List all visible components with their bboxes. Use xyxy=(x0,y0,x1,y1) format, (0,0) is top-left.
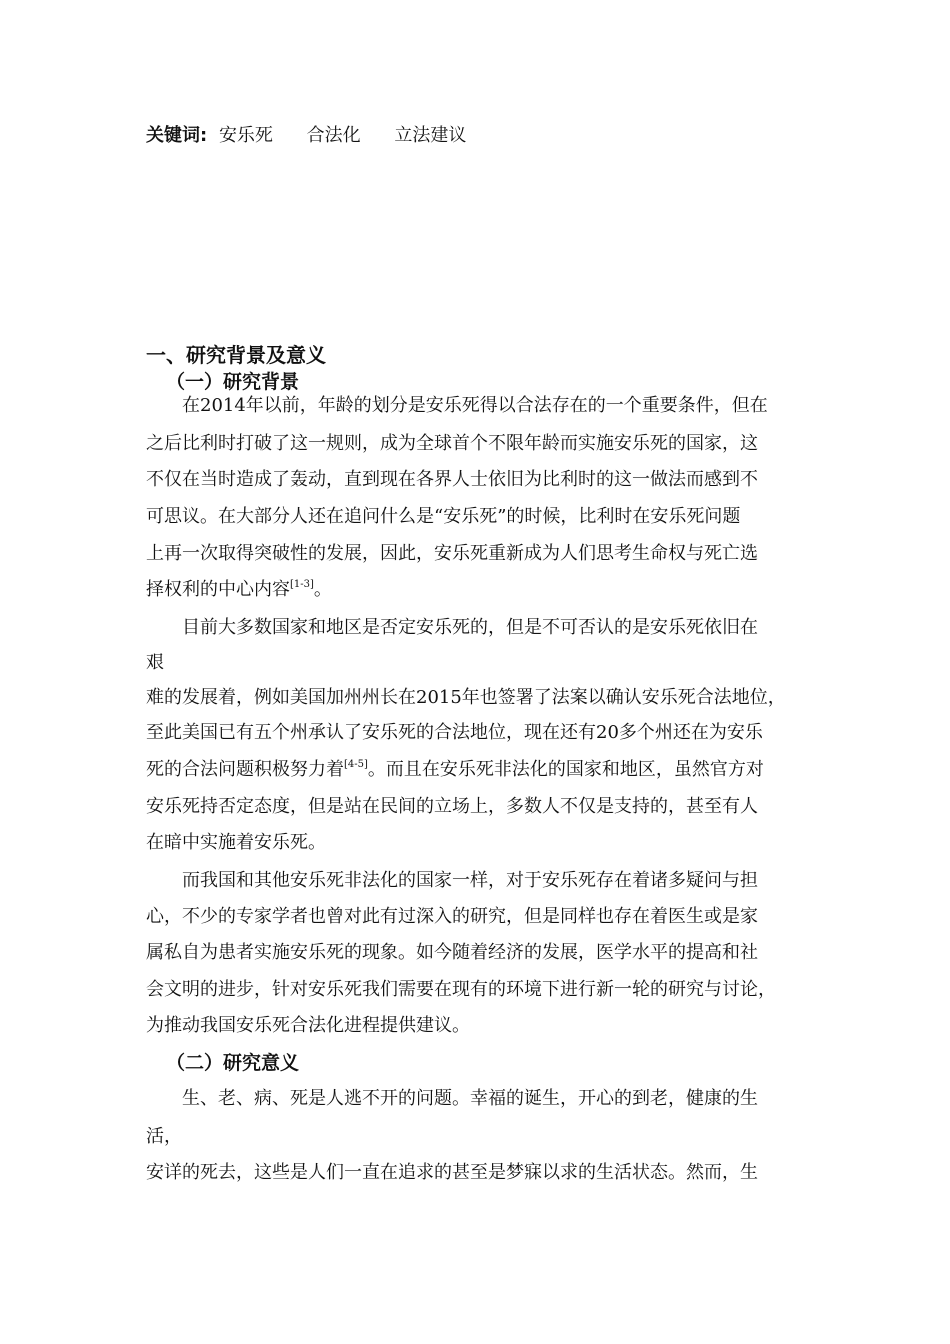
paragraph-line: 安乐死持否定态度，但是站在民间的立场上，多数人不仅是支持的，甚至有人 xyxy=(146,796,758,817)
keyword-item: 合法化 xyxy=(306,125,361,146)
paragraph-line: 会文明的进步，针对安乐死我们需要在现有的环境下进行新一轮的研究与讨论， xyxy=(146,979,776,1000)
paragraph-line: 在暗中实施着安乐死。 xyxy=(146,832,326,853)
paragraph-line xyxy=(146,578,816,602)
keyword-item: 安乐死 xyxy=(218,125,273,146)
paragraph-line: 艰 xyxy=(146,652,164,673)
paragraph-line: 之后比利时打破了这一规则，成为全球首个不限年龄而实施安乐死的国家，这 xyxy=(146,433,758,454)
paragraph-line: 活， xyxy=(146,1126,182,1147)
paragraph-line: 可思议。在大部分人还在追问什么是“安乐死”的时候，比利时在安乐死问题 xyxy=(146,506,741,527)
paragraph-line: 属私自为患者实施安乐死的现象。如今随着经济的发展，医学水平的提高和社 xyxy=(146,942,758,963)
paragraph-text: 择权利的中心内容 xyxy=(146,579,290,600)
paragraph-line: 在2014年以前，年龄的划分是安乐死得以合法存在的一个重要条件，但在 xyxy=(182,395,768,416)
paragraph-text: 。 xyxy=(313,579,332,600)
citation-ref: [1-3] xyxy=(290,579,314,590)
paragraph-line: 目前大多数国家和地区是否定安乐死的，但是不可否认的是安乐死依旧在 xyxy=(182,617,758,638)
keywords-line xyxy=(146,124,816,148)
paragraph-line xyxy=(146,758,816,782)
keyword-item: 立法建议 xyxy=(394,125,467,146)
paragraph-line: 至此美国已有五个州承认了安乐死的合法地位，现在还有20多个州还在为安乐 xyxy=(146,722,763,743)
paragraph-line: 心，不少的专家学者也曾对此有过深入的研究，但是同样也存在着医生或是家 xyxy=(146,906,758,927)
paragraph-line: 而我国和其他安乐死非法化的国家一样，对于安乐死存在着诸多疑问与担 xyxy=(182,870,758,891)
paragraph-line: 难的发展着，例如美国加州州长在2015年也签署了法案以确认安乐死合法地位， xyxy=(146,687,786,708)
subsection-heading: （二）研究意义 xyxy=(166,1052,300,1074)
section-heading: 一、研究背景及意义 xyxy=(146,343,326,367)
paragraph-text: 死的合法问题积极努力着 xyxy=(146,759,344,780)
citation-ref: [4-5] xyxy=(344,759,368,770)
paragraph-line: 不仅在当时造成了轰动，直到现在各界人士依旧为比利时的这一做法而感到不 xyxy=(146,469,758,490)
paragraph-line: 为推动我国安乐死合法化进程提供建议。 xyxy=(146,1015,470,1036)
subsection-heading: （一）研究背景 xyxy=(166,371,300,393)
paragraph-text: 。而且在安乐死非法化的国家和地区，虽然官方对 xyxy=(367,759,764,780)
keywords-label: 关键词: xyxy=(146,125,208,146)
paragraph-line: 生、老、病、死是人逃不开的问题。幸福的诞生，开心的到老，健康的生 xyxy=(182,1088,758,1109)
paragraph-line: 上再一次取得突破性的发展，因此，安乐死重新成为人们思考生命权与死亡选 xyxy=(146,543,758,564)
paragraph-line: 安详的死去，这些是人们一直在追求的甚至是梦寐以求的生活状态。然而，生 xyxy=(146,1162,758,1183)
